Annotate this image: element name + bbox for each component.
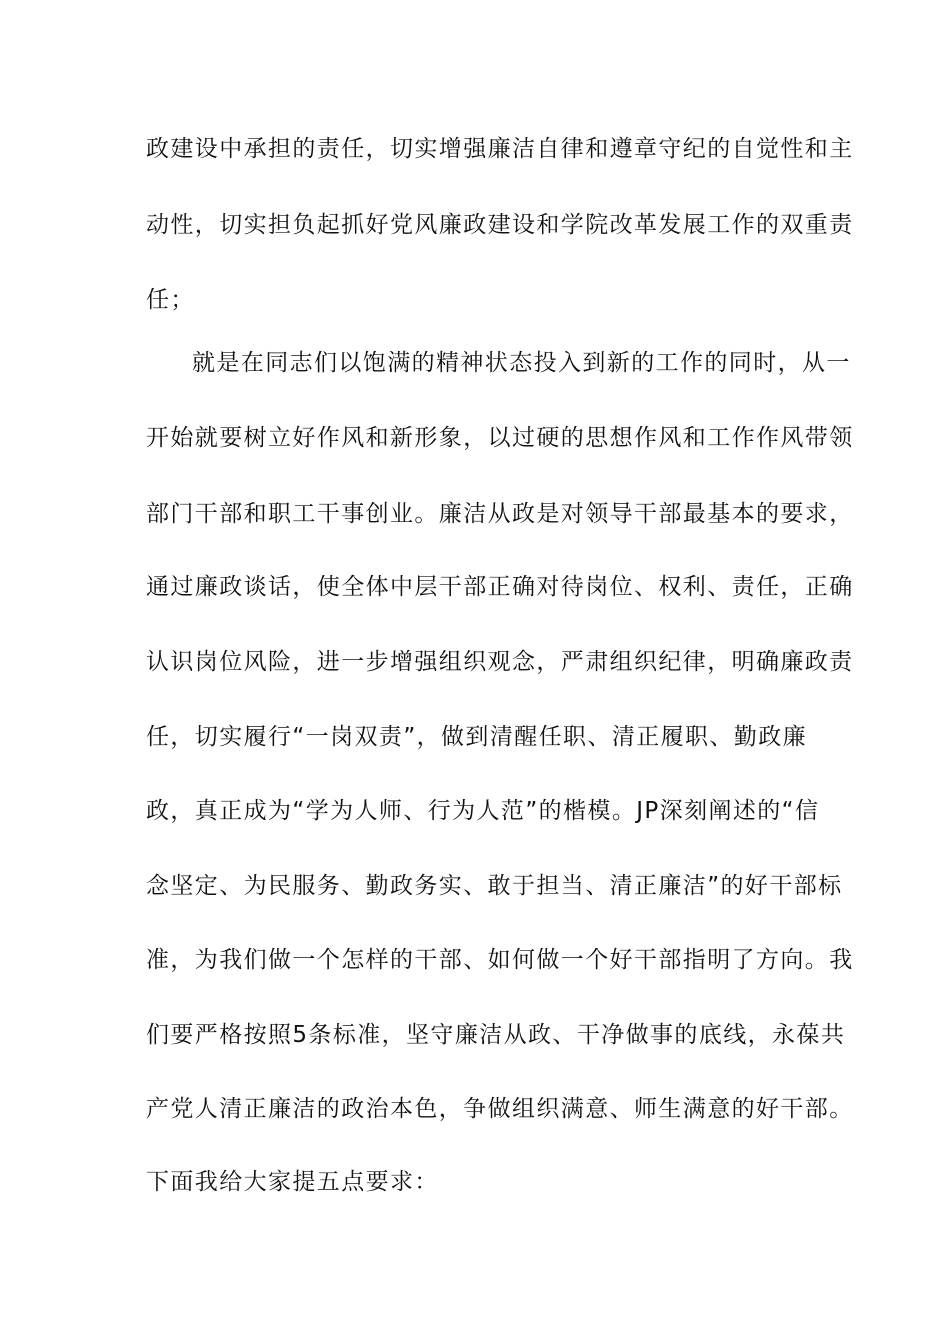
text-line: 政，真正成为“学为人师、行为人范”的楷模。JP深刻阐述的“信 <box>146 798 820 824</box>
text-line: 念坚定、为民服务、勤政务实、敢于担当、清正廉洁”的好干部标 <box>146 873 843 899</box>
text-line: 任，切实履行“一岗双责”，做到清醒任职、清正履职、勤政廉 <box>146 724 808 750</box>
text-line: 任； <box>146 287 195 313</box>
text-line: 下面我给大家提五点要求： <box>146 1169 439 1195</box>
text-line: 准，为我们做一个怎样的干部、如何做一个好干部指明了方向。我 <box>146 947 854 973</box>
text-line: 动性，切实担负起抓好党风廉政建设和学院改革发展工作的双重责 <box>146 212 854 238</box>
paragraph-first-line: 就是在同志们以饱满的精神状态投入到新的工作的同时，从一 <box>192 350 851 376</box>
text-line: 部门干部和职工干事创业。廉洁从政是对领导干部最基本的要求， <box>146 501 854 527</box>
text-line: 认识岗位风险，进一步增强组织观念，严肃组织纪律，明确廉政责 <box>146 649 854 675</box>
text-line: 开始就要树立好作风和新形象，以过硬的思想作风和工作作风带领 <box>146 425 854 451</box>
text-line: 政建设中承担的责任，切实增强廉洁自律和遵章守纪的自觉性和主 <box>146 136 854 162</box>
text-line: 通过廉政谈话，使全体中层干部正确对待岗位、权利、责任，正确 <box>146 574 854 600</box>
text-line: 产党人清正廉洁的政治本色，争做组织满意、师生满意的好干部。 <box>146 1096 854 1122</box>
text-line: 们要严格按照5条标准，坚守廉洁从政、干净做事的底线，永葆共 <box>146 1022 846 1048</box>
